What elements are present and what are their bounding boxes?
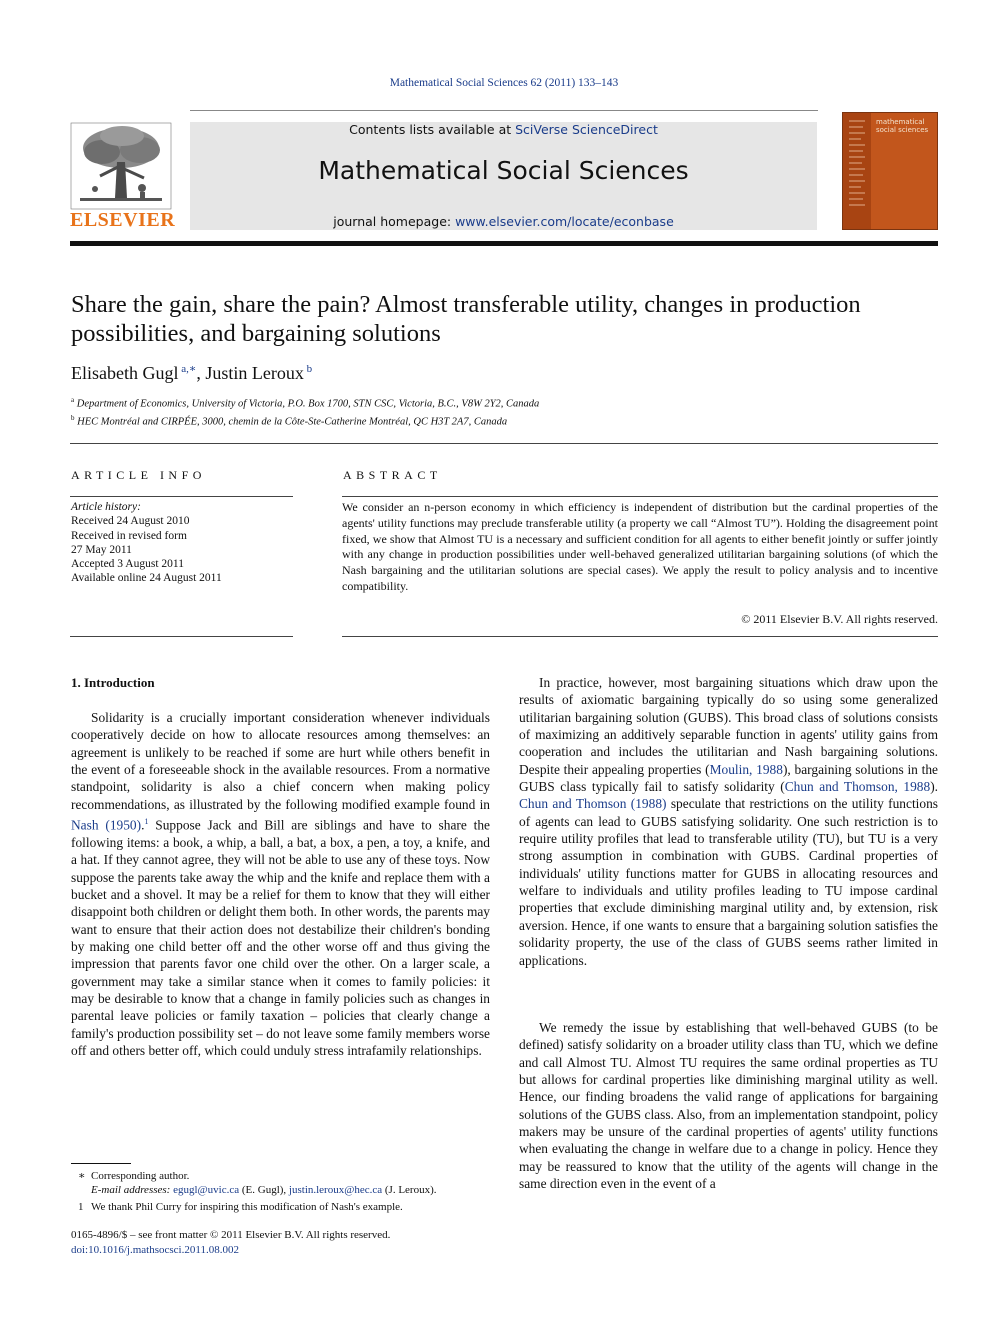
homepage-link[interactable]: www.elsevier.com/locate/econbase: [455, 214, 674, 229]
article-info-rule-bottom: [70, 636, 293, 637]
section-rule: [70, 443, 938, 444]
email-link[interactable]: justin.leroux@hec.ca: [288, 1184, 383, 1196]
journal-banner: [190, 122, 817, 230]
footnote-text: We thank Phil Curry for inspiring this modification of Nash's example.: [91, 1201, 403, 1213]
body-paragraph: [519, 674, 938, 969]
footnote-marker[interactable]: 1: [144, 817, 149, 827]
email-owner: (J. Leroux).: [382, 1184, 437, 1196]
cover-title: mathematical social sciences: [876, 118, 929, 134]
abstract-rule-bottom: [342, 636, 938, 637]
author-list: [71, 362, 312, 384]
body-paragraph: Solidarity is a crucially important consideration whenever individuals cooperatively decide on how to allocate resources among themselves: an agreement is unlikely to be reached if some are hurt while others benefit in the event of a foreseeable shock in the available resources. From a normative standpoint, solidarity is also a chief concern when making policy recommendations, as illustrated by the following modified example found in Nash (1950).$^1$ Suppose Jack and Bill are siblings and have to share the following items: a book, a whip, a ball, a bat, a box, a pen, a toy, a knife, and a hat. If they cannot agree, they will not be able to use any of these toys. Now suppose the parents take away the whip and the knife and replace them with a bucket and a shovel. It may be a relief for them to know that they will either disappoint both children or delight them both. In other words, the parents may want to ensure that their action does not destabilize their children's bonding by making one child better off and the other worse off and thus giving the impression that parents favor one child over the other. On a larger scale, a government may take a similar stance when it comes to family policies: it may be desirable to know that a change in family policies such as changes in parental leave policies or family taxation – policies that clearly change a family's production possibility set – do not leave some family members worse off and others better off, which could unduly stress intrafamily relationships.: [71, 710, 490, 1058]
affiliation-text: HEC Montréal and CIRPÉE, 3000, chemin de la Côte-Ste-Catherine Montréal, QC H3T 2A7, Canada: [77, 416, 508, 428]
footnote-mark: ∗: [78, 1170, 86, 1182]
tree-icon: [70, 122, 172, 210]
paragraph-text: Solidarity is a crucially important consideration whenever individuals cooperatively decide on how to allocate resources among themselves: an agreement is unlikely to be reached if some are hurt while others benefit in the event of a foreseeable shock in the available resources. From a normative standpoint, solidarity is also a chief concern when making policy recommendations, as illustrated by the following modified example found in: [71, 710, 490, 812]
abstract-rule: [342, 496, 938, 497]
paragraph-text: ).: [930, 779, 939, 795]
front-matter-line: 0165-4896/$ – see front matter © 2011 Elsevier B.V. All rights reserved.: [71, 1229, 391, 1241]
cover-strip: [843, 113, 871, 229]
paragraph-text: In practice, however, most bargaining situations which draw upon the results of axiomatic bargaining typically do so using some generalized utilitarian bargaining solution (GUBS). This broad class of solutions consists of maximizing an additively separable function in agents' utility gains from cooperation and includes the utilitarian and Nash bargaining solutions. Despite their appealing properties (: [519, 675, 938, 777]
history-line: Received in revised form: [71, 529, 187, 542]
abstract-heading: ABSTRACT: [343, 468, 442, 482]
homepage-line: [190, 214, 817, 229]
homepage-prefix: journal homepage:: [333, 214, 456, 229]
affiliation-mark: b: [71, 414, 75, 422]
footnote-emails: [91, 1184, 437, 1196]
citation-link-chun-thomson-2[interactable]: Chun and Thomson (1988): [519, 796, 667, 812]
history-line: 27 May 2011: [71, 543, 132, 556]
paragraph-text: ), bargaining solutions in the GUBS class typically fail to satisfy solidarity (: [519, 761, 938, 795]
affiliation: [71, 414, 507, 428]
article-title: Share the gain, share the pain? Almost transferable utility, changes in production possibilities, and bargaining solutions: [71, 291, 861, 347]
history-label: Article history:: [71, 501, 141, 513]
journal-citation[interactable]: Mathematical Social Sciences 62 (2011) 133–143: [389, 77, 619, 89]
history-line: Received 24 August 2010: [71, 515, 190, 528]
contents-line: [190, 122, 817, 137]
author-name: Justin Leroux: [205, 363, 304, 383]
contents-prefix: Contents lists available at: [349, 122, 516, 137]
author-affiliation-marks[interactable]: a,∗: [181, 363, 197, 375]
email-link[interactable]: egugl@uvic.ca: [173, 1184, 240, 1196]
doi-link[interactable]: doi:10.1016/j.mathsocsci.2011.08.002: [71, 1244, 239, 1256]
header-thick-rule: [70, 241, 938, 246]
article-info-rule: [70, 496, 293, 497]
history-line: Accepted 3 August 2011: [71, 558, 184, 571]
article-info-heading: ARTICLE INFO: [71, 468, 206, 482]
citation-link-nash[interactable]: Nash (1950): [71, 817, 142, 833]
footnote-text: Corresponding author.: [91, 1170, 190, 1182]
paragraph-text: speculate that restrictions on the utility functions of agents can lead to GUBS satisfying solidarity. One such restriction is to require utility profiles that lead to transferable utility (TU), but TU is a very strong assumption in combination with GUBS. Cardinal properties of individuals' utility functions matter for GUBS in allocating resources and welfare to individuals and utility profiles leading to TU impose cardinal properties that exclude diminishing marginal utility and, by extension, risk aversion. Hence, if one wants to ensure that a bargaining solution satisfies the solidarity property, the use of the class of GUBS seems rather limited in applications.: [519, 796, 938, 968]
affiliation: [71, 396, 539, 410]
sciencedirect-link[interactable]: SciVerse ScienceDirect: [515, 122, 658, 137]
header-rule: [190, 110, 818, 111]
author-name: Elisabeth Gugl: [71, 363, 179, 383]
cover-pattern: [843, 113, 871, 229]
section-heading-introduction: 1. Introduction: [71, 675, 155, 690]
email-label: E-mail addresses:: [91, 1184, 171, 1196]
abstract-copyright: © 2011 Elsevier B.V. All rights reserved.: [741, 612, 938, 626]
author-separator: ,: [196, 363, 206, 383]
footnote-mark: 1: [78, 1201, 84, 1213]
footnote-corresponding: [78, 1169, 189, 1182]
journal-cover-image[interactable]: [842, 112, 938, 230]
elsevier-wordmark: ELSEVIER: [70, 209, 176, 231]
email-owner: (E. Gugl),: [239, 1184, 289, 1196]
paragraph-text: Suppose Jack and Bill are siblings and have to share the following items: a book, a whip, a ball, a bat, a box, a pen, a toy, a knife, and a hat. If they cannot agree, they will not be able to use any of these toys. Now suppose the parents take away the whip and the knife and replace them with a bucket and a shovel. It may be a relief for them to know that they will either disappoint both children or delight them both. In other words, the parents may want to ensure that their action does not destabilize their children's bonding by making one child better off and the other worse off and thus giving the impression that parents favor one child over the other. On a larger scale, a government may take a similar stance when it comes to family policies: it may be desirable to know that a change in family policies such as changes in parental leave policies or family taxation – policies that clearly change a family's production possibility set – do not leave some family members worse off and others better off, which could unduly stress intrafamily relationships.: [71, 817, 490, 1058]
abstract-text: We consider an n-person economy in which efficiency is independent of distribution but the cardinal properties of the agents' utility functions may preclude transferable utility (a property we call “Almost TU”). Holding the disagreement point fixed, we show that Almost TU is a necessary and sufficient condition for all agents to either benefit jointly or suffer jointly with any change in production possibilities under well-behaved generalized utilitarian bargaining solutions (of which the Nash bargaining and the utilitarian solutions are special cases). We apply the result to policy analysis and to incentive compatibility.: [342, 500, 938, 593]
history-line: Available online 24 August 2011: [71, 572, 222, 585]
elsevier-logo[interactable]: [70, 122, 176, 232]
article-history: [71, 500, 222, 586]
journal-title: Mathematical Social Sciences: [318, 156, 689, 185]
body-paragraph: We remedy the issue by establishing that well-behaved GUBS (to be defined) satisfy solidarity on a broader utility class than TU, which we define and call Almost TU. Almost TU requires the same ordinal properties as TU but allows for cardinal properties like diminishing marginal utility as well. Hence, our finding broadens the valid range of applications for bargaining solutions of the GUBS class. Also, from an implementation standpoint, policy makers may be unsure of the cardinal properties of agents' utility functions when evaluating the change in welfare due to a change in policy. Hence they may be reassured to know that the utility of the agents will change in the same direction even in the event of a: [519, 1020, 938, 1192]
citation-link-moulin[interactable]: Moulin, 1988: [709, 761, 783, 777]
citation-link-chun-thomson[interactable]: Chun and Thomson, 1988: [784, 779, 931, 795]
footnote-1: [78, 1201, 403, 1213]
affiliation-mark: a: [71, 396, 75, 404]
footnote-rule: [71, 1163, 131, 1164]
author-affiliation-marks[interactable]: b: [306, 363, 313, 375]
affiliation-text: Department of Economics, University of Victoria, P.O. Box 1700, STN CSC, Victoria, B.C., V8W 2Y2, Canada: [76, 398, 540, 410]
